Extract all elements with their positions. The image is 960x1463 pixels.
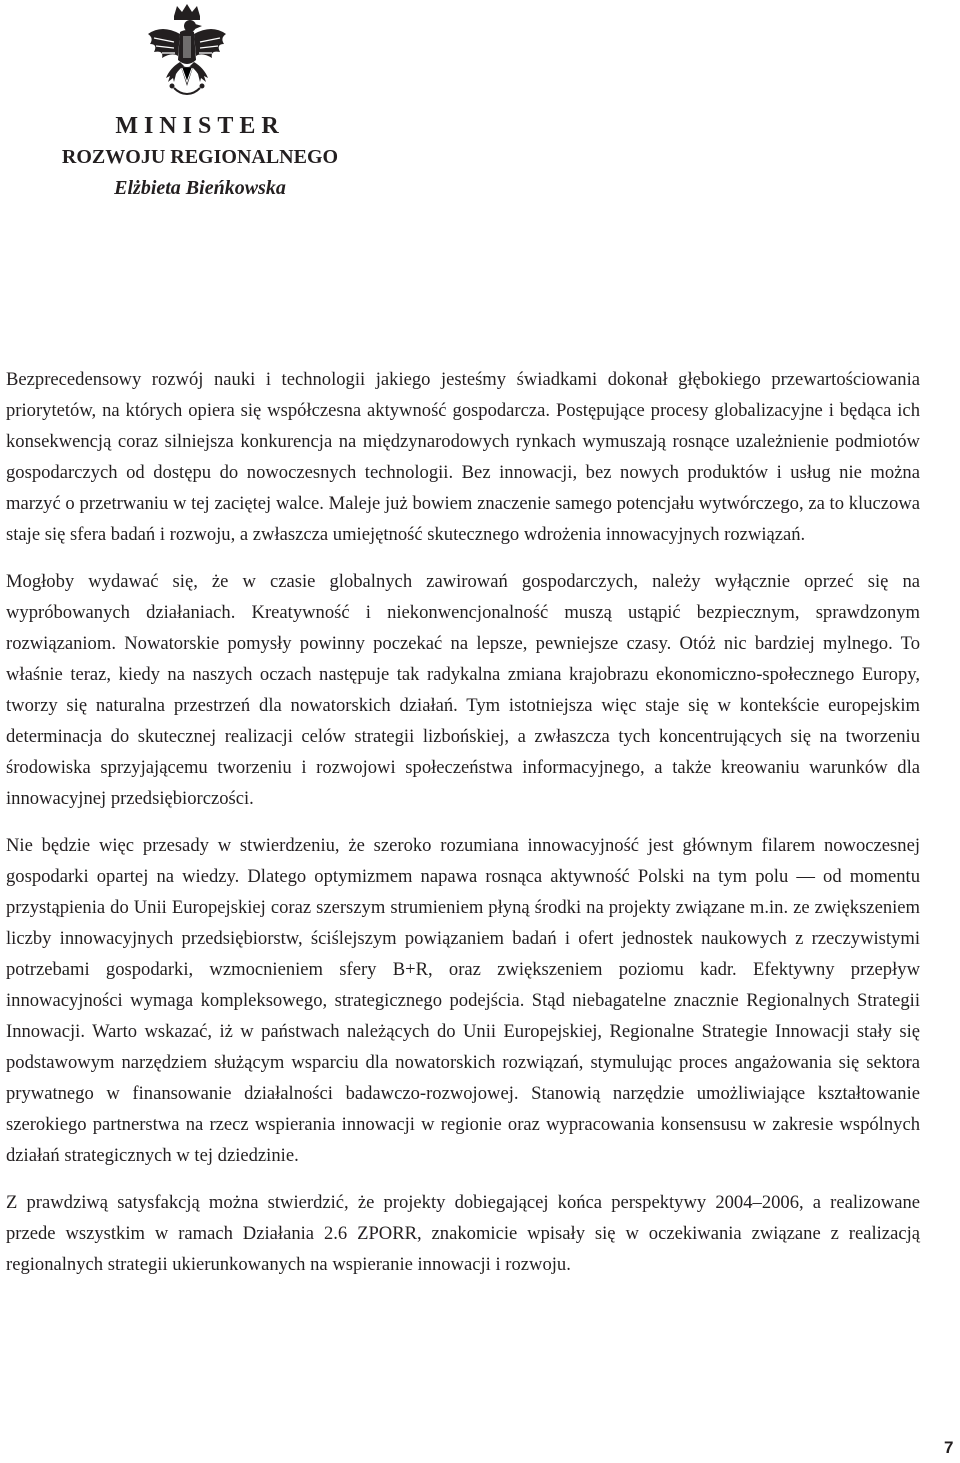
letter-body [6,364,920,1296]
body-paragraph: Mogłoby wydawać się, że w czasie globalnych zawirowań gospodarczych, należy wyłącznie oprzeć się na wypróbowanych działaniach. Kreatywność i niekonwencjonalność muszą ustąpić bezpiecznym, sprawdzonym rozwiązaniom. Nowatorskie pomysły powinny poczekać na lepsze, pewniejsze czasy. Otóż nic bardziej mylnego. To właśnie teraz, kiedy na naszych oczach następuje tak radykalna zmiana krajobrazu ekonomiczno-społecznego Europy, tworzy się naturalna przestrzeń dla nowatorskich działań. Tym istotniejsza więc staje się w kontekście europejskim determinacja do skutecznej realizacji celów strategii lizbońskiej, a zwłaszcza tych koncentrujących się na tworzeniu środowiska sprzyjającemu tworzeniu i rozwojowi społeczeństwa informacyjnego, a także kreowaniu warunków dla innowacyjnej przedsiębiorczości. [6,571,920,809]
body-paragraph: Bezprecedensowy rozwój nauki i technologii jakiego jesteśmy świadkami dokonał głębokiego przewartościowania priorytetów, na których opiera się współczesna aktywność gospodarcza. Postępujące procesy globalizacyjne i będąca ich konsekwencją coraz silniejsza konkurencja na międzynarodowych rynkach wymuszają rosnące uzależnienie podmiotów gospodarczych od dostępu do nowoczesnych technologii. Bez innowacji, bez nowych produktów i usług nie można marzyć o przetrwaniu w tej zaciętej walce. Maleje już bowiem znaczenie samego potencjału wytwórczego, za to kluczowa staje się sfera badań i rozwoju, a zwłaszcza umiejętność skutecznego wdrożenia innowacyjnych rozwiązań. [6,369,920,545]
letterhead [40,110,360,204]
page-number: 7 [944,1438,954,1457]
letterhead-name: Elżbieta Bieńkowska [114,177,286,199]
letterhead-ministry: ROZWOJU REGIONALNEGO [61,146,339,168]
eagle-emblem-icon [144,2,230,102]
body-paragraph: Z prawdziwą satysfakcją można stwierdzić, że projekty dobiegającej końca perspektywy 2004–2006, a realizowane przede wszystkim w ramach Działania 2.6 ZPORR, znakomicie wpisały się w oczekiwania związane z realizacją regionalnych strategii ukierunkowanych na wspieranie innowacji i rozwoju. [6,1192,920,1275]
body-paragraph: Nie będzie więc przesady w stwierdzeniu, że szeroko rozumiana innowacyjność jest głównym filarem nowoczesnej gospodarki opartej na wiedzy. Dlatego optymizmem napawa rosnąca aktywność Polski na tym polu — od momentu przystąpienia do Unii Europejskiej coraz szerszym strumieniem płyną środki na projekty związane m.in. ze zwiększeniem liczby innowacyjnych przedsiębiorstw, ściślejszym powiązaniem badań i ofert jednostek naukowych z rzeczywistymi potrzebami gospodarki, wzmocnieniem sfery B+R, oraz zwiększeniem poziomu kadr. Efektywny przepływ innowacyjności wymaga kompleksowego, strategicznego podejścia. Stąd niebagatelne znacznie Regionalnych Strategii Innowacji. Warto wskazać, iż w państwach należących do Unii Europejskiej, Regionalne Strategie Innowacji stały się podstawowym narzędziem służącym wsparciu dla nowatorskich rozwiązań, stymulując proces angażowania się sektora prywatnego w finansowanie działalności badawczo-rozwojowej. Stanowią narzędzie umożliwiające kształtowanie szerokiego partnerstwa na rzecz wspierania innowacji w regionie oraz wypracowania konsensusu w zakresie wspólnych działań strategicznych w tej dziedzinie. [6,835,920,1166]
letterhead-title: MINISTER [115,113,285,139]
